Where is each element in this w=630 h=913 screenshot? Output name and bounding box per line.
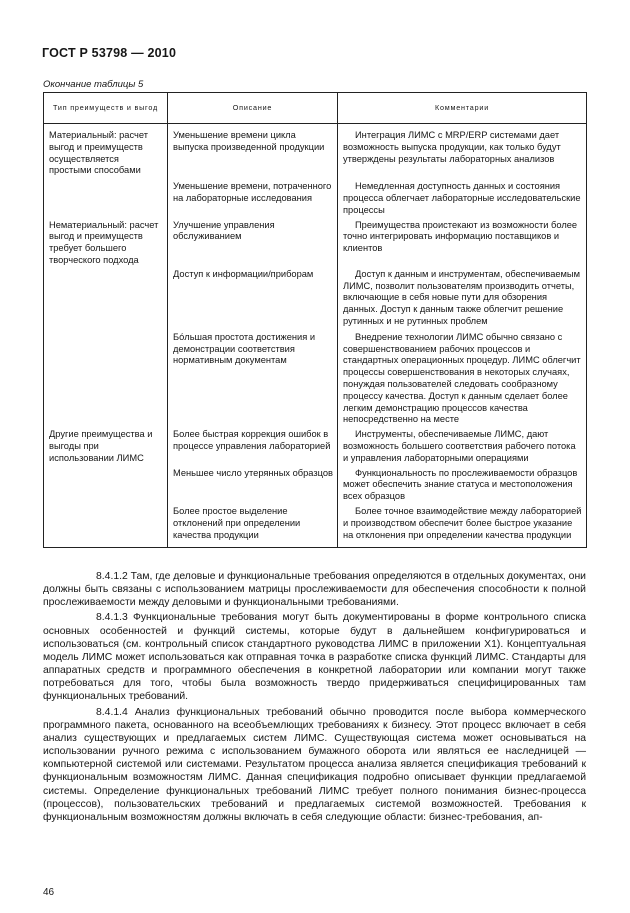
description-cell: Более простое выделение отклонений при определении качества продукции <box>168 503 338 548</box>
column-header-comments: Комментарии <box>338 93 587 124</box>
type-cell: Материальный: расчет выгод и преимуществ осуществляется простыми способами <box>44 124 168 178</box>
table-row <box>44 124 587 178</box>
description-cell: Доступ к информации/приборам <box>168 267 338 328</box>
table-row <box>44 177 587 216</box>
comment-cell: Интеграция ЛИМС с MRP/ERP системами дает возможность выпуска продукции, как только будут утверждены результаты лабораторных анализов <box>338 124 587 178</box>
description-cell: Уменьшение времени цикла выпуска произведенной продукции <box>168 124 338 178</box>
paragraph-8-4-1-4: 8.4.1.4 Анализ функциональных требований обычно проводится после выбора коммерческого программного пакета, основанного на всеобъемлющих требованиях к бизнесу. Этот процесс включает в себя анализ существующих и предлагаемых систем ЛИМС. Существующая система может основываться на использовании ручного режима с использованием бумажного оборота или являться ее наследницей — компьютерной системой или системами. Результатом процесса анализа является спецификация требований к функциональным возможностям ЛИМС. Данная спецификация подробно описывает функции предлагаемой системы. Определение функциональных требований ЛИМС требует полного понимания бизнес-процесса (процессов), пользовательских требований и предлагаемых системой возможностей. Требования к функциональным возможностям должны включать в себя следующие области: бизнес-требования, ап- <box>43 706 586 823</box>
comment-cell: Немедленная доступность данных и состояния процесса облегчает лабораторные исследовательские процессы <box>338 177 587 216</box>
table-5 <box>43 92 587 548</box>
table-caption: Окончание таблицы 5 <box>43 79 144 90</box>
type-cell-empty <box>44 177 168 216</box>
type-cell-empty <box>44 503 168 548</box>
table-row <box>44 267 587 328</box>
description-cell: Более быстрая коррекция ошибок в процессе управления лабораторией <box>168 426 338 464</box>
comment-cell: Инструменты, обеспечиваемые ЛИМС, дают возможность большего соответствия рабочего потока и управления лабораторными операциями <box>338 426 587 464</box>
page-number: 46 <box>43 887 55 898</box>
type-cell-empty <box>44 267 168 328</box>
table-row <box>44 217 587 267</box>
description-cell: Меньшее число утерянных образцов <box>168 465 338 503</box>
comment-cell: Функциональность по прослеживаемости образцов может обеспечить знание статуса и местоположения всех образцов <box>338 465 587 503</box>
table-row <box>44 426 587 464</box>
table-row <box>44 503 587 548</box>
body-text <box>43 570 586 826</box>
table-row <box>44 328 587 426</box>
table-header-row <box>44 93 587 124</box>
comment-cell: Более точное взаимодействие между лабораторией и производством обеспечит более быстрое указание на отклонения при определении качества продукции <box>338 503 587 548</box>
column-header-description: Описание <box>168 93 338 124</box>
paragraph-8-4-1-3: 8.4.1.3 Функциональные требования могут быть документированы в форме контрольного списка основных особенностей и функций системы, которые будут в дальнейшем конфигурироваться и использоваться (см. контрольный список стандартного руководства ЛИМС в приложении X1). Концептуальная модель ЛИМС может использоваться как отправная точка в разработке списка функций ЛИМС. Стандарты для аппаратных средств и программного обеспечения в конкретной лаборатории или компании могут также потребоваться для того, чтобы была возможность твердо придерживаться специфицированных там функциональных требований. <box>43 612 586 703</box>
comment-cell: Доступ к данным и инструментам, обеспечиваемым ЛИМС, позволит пользователям производить отчеты, включающие в себя новые пути для обзорения данных. Доступ к данным также облегчит решение рутинных и не рутинных проблем <box>338 267 587 328</box>
type-cell-empty <box>44 328 168 426</box>
type-cell: Другие преимущества и выгоды при использовании ЛИМС <box>44 426 168 464</box>
column-header-type: Тип преимуществ и выгод <box>44 93 168 124</box>
description-cell: Улучшение управления обслуживанием <box>168 217 338 267</box>
paragraph-8-4-1-2: 8.4.1.2 Там, где деловые и функциональные требования определяются в отдельных документах, они должны быть связаны с использованием матрицы прослеживаемости для обеспечения способности к полной прослеживаемости между деловыми и функциональными требованиями. <box>43 571 586 609</box>
comment-cell: Внедрение технологии ЛИМС обычно связано с совершенствованием рабочих процессов и стандартных операционных процедур. ЛИМС облегчит процессы совершенствования в некоторых случаях, понуждая пользователей следовать сообразному процессу качества. Доступ к данным сделает более легким демонстрацию процессов качества непосредственно на месте <box>338 328 587 426</box>
type-cell: Нематериальный: расчет выгод и преимуществ требует большего творческого подхода <box>44 217 168 267</box>
standard-header: ГОСТ Р 53798 — 2010 <box>42 46 177 60</box>
description-cell: Бо́льшая простота достижения и демонстрации соответствия нормативным документам <box>168 328 338 426</box>
comment-cell: Преимущества проистекают из возможности более точно интегрировать информацию поставщиков и клиентов <box>338 217 587 267</box>
description-cell: Уменьшение времени, потраченного на лабораторные исследования <box>168 177 338 216</box>
table-row <box>44 465 587 503</box>
type-cell-empty <box>44 465 168 503</box>
